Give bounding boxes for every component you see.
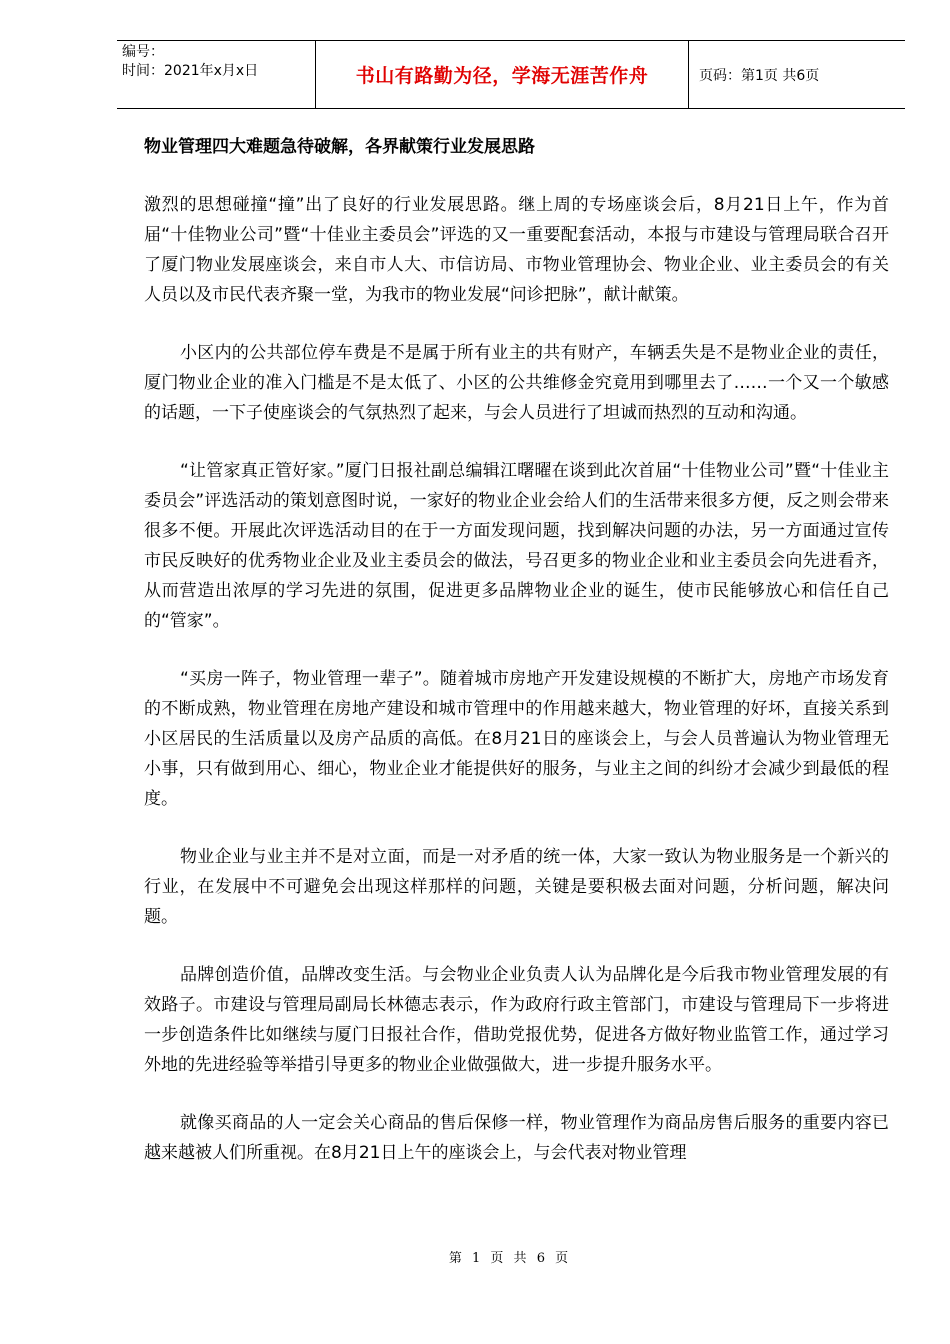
paragraph-1: 激烈的思想碰撞“撞”出了良好的行业发展思路。继上周的专场座谈会后，8月21日上午，作为首届“十佳物业公司”暨“十佳业主委员会”评选的又一重要配套活动，本报与市建设与管理局联合召开了厦门物业发展座谈会，来自市人大、市信访局、市物业管理协会、物业企业、业主委员会的有关人员以及市民代表齐聚一堂，为我市的物业发展“问诊把脉”，献计献策。 — [144, 195, 889, 305]
document-body — [144, 132, 889, 1196]
page-header — [117, 40, 905, 109]
document-title: 物业管理四大难题急待破解，各界献策行业发展思路 — [144, 137, 535, 157]
paragraph-6: 品牌创造价值，品牌改变生活。与会物业企业负责人认为品牌化是今后我市物业管理发展的有效路子。市建设与管理局副局长林德志表示，作为政府行政主管部门，市建设与管理局下一步将进一步创造条件比如继续与厦门日报社合作，借助党报优势，促进各方做好物业监管工作，通过学习外地的先进经验等举措引导更多的物业企业做强做大，进一步提升服务水平。 — [144, 965, 889, 1075]
paragraph-7: 就像买商品的人一定会关心商品的售后保修一样，物业管理作为商品房售后服务的重要内容已越来越被人们所重视。在8月21日上午的座谈会上，与会代表对物业管理 — [144, 1113, 889, 1163]
header-page-info: 页码：第1页 共6页 — [699, 67, 820, 84]
header-meta — [117, 41, 316, 108]
header-motto: 书山有路勤为径，学海无涯苦作舟 — [316, 41, 689, 108]
page-footer-number: 第 1 页 共 6 页 — [448, 1251, 572, 1266]
document-time-label: 时间：2021年x月x日 — [122, 63, 259, 79]
paragraph-5: 物业企业与业主并不是对立面，而是一对矛盾的统一体，大家一致认为物业服务是一个新兴的行业，在发展中不可避免会出现这样那样的问题，关键是要积极去面对问题，分析问题，解决问题。 — [144, 847, 889, 927]
document-number-label: 编号： — [122, 44, 164, 60]
paragraph-2: 小区内的公共部位停车费是不是属于所有业主的共有财产，车辆丢失是不是物业企业的责任，厦门物业企业的准入门槛是不是太低了、小区的公共维修金究竟用到哪里去了……一个又一个敏感的话题，一下子使座谈会的气氛热烈了起来，与会人员进行了坦诚而热烈的互动和沟通。 — [144, 343, 889, 423]
paragraph-3: “让管家真正管好家。”厦门日报社副总编辑江曙曜在谈到此次首届“十佳物业公司”暨“十佳业主委员会”评选活动的策划意图时说，一家好的物业企业会给人们的生活带来很多方便，反之则会带来很多不便。开展此次评选活动目的在于一方面发现问题，找到解决问题的办法，另一方面通过宣传市民反映好的优秀物业企业及业主委员会的做法，号召更多的物业企业和业主委员会向先进看齐，从而营造出浓厚的学习先进的氛围，促进更多品牌物业企业的诞生，使市民能够放心和信任自己的“管家”。 — [144, 461, 889, 631]
paragraph-4: “买房一阵子，物业管理一辈子”。随着城市房地产开发建设规模的不断扩大，房地产市场发育的不断成熟，物业管理在房地产建设和城市管理中的作用越来越大，物业管理的好坏，直接关系到小区居民的生活质量以及房产品质的高低。在8月21日的座谈会上，与会人员普遍认为物业管理无小事，只有做到用心、细心，物业企业才能提供好的服务，与业主之间的纠纷才会减少到最低的程度。 — [144, 669, 889, 809]
